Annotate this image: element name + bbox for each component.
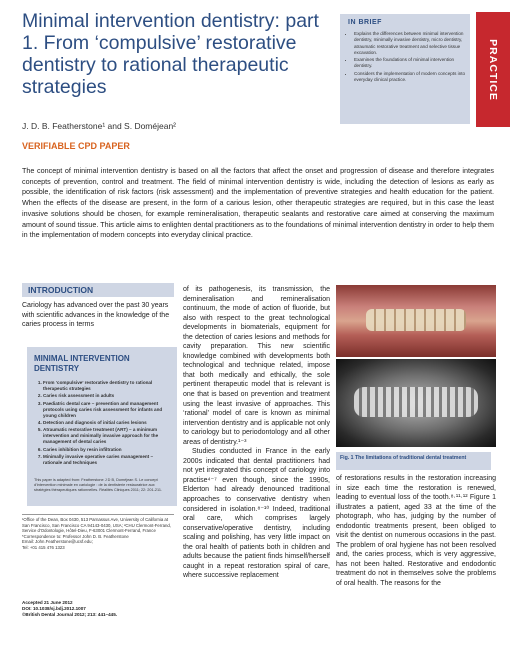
- body-paragraph: of its pathogenesis, its transmission, the demineralisation and remineralisation continuum, the mode of action of fluoride, but also with respect to the great technological developments in biomaterials, equipment for the detection of caries lesions and methods for cavity preparation. This new scientific knowledge combined with developments both technological and technique related, impose that both medically and ethically, the sole pertinent therapeutic model that is relevant is one that is based on prevention and treatment using the least invasive of approaches. This ‘rational’ model of care is known as minimal intervention dentistry and is applicable not only to cariology but to periodontology and all other areas of dentistry.¹⁻³: [183, 286, 330, 446]
- in-brief-heading: IN BRIEF: [348, 19, 382, 26]
- xray-teeth-graphic: [354, 387, 478, 417]
- figure-1: [336, 285, 496, 455]
- intraoral-photo: [336, 285, 496, 357]
- introduction-heading-bar: [22, 283, 174, 297]
- series-item: 2. Caries risk assessment in adults: [43, 393, 171, 399]
- body-column-2: [183, 285, 330, 581]
- introduction-heading: INTRODUCTION: [28, 285, 94, 295]
- in-brief-item: • Explains the differences between minimal intervention dentistry, minimally invasive dentistry, micro dentistry, atraumatic restorative treatment and selective tissue excavation.: [354, 31, 472, 56]
- figure-caption: Fig. 1 The limitations of traditional dental treatment: [340, 455, 467, 461]
- in-brief-box: [340, 14, 470, 124]
- series-item: 5. Atraumatic restorative treatment (ART) – a minimum intervention and minimally invasive approach for the management of dental caries: [43, 427, 171, 445]
- series-item: 3. Paediatric dental care – prevention and management protocols using caries risk assessment for infants and young children: [43, 401, 171, 419]
- series-list: [33, 380, 171, 467]
- body-paragraph: Studies conducted in France in the early 2000s indicated that dental practitioners had not yet integrated this concept of cariology into practise⁴⁻⁷ even though, since the 1990s, Elderton had already denounced traditional approaches to conservative dentistry when considered in isolation.⁸⁻¹⁰ Indeed, traditional oral care, which comprises largely conservative/operative dentistry, including scaling and polishing, has very little impact on the oral health of patients both in children and adults because the patient finds himself/herself caught in a repeat restoration spiral of care, where successive replacement: [183, 448, 330, 580]
- abstract: The concept of minimal intervention dentistry is based on all the factors that affect the onset and progression of disease and therefore integrates concepts of prevention, control and treatment. The field of minimal intervention dentistry is wide, including the detection of lesions as early as possible, the identification of risk factors (risk assessment) and the implementation of preventive strategies and health education for the patient. When the effects of the disease are present, in the form of a carious lesion, other therapeutic strategies are required, but in this case the least invasive solutions should be chosen, for example remineralisation, therapeutic sealants and restorative care aimed at conserving the maximum amount of sound tissue. This article aims to enlighten dental practitioners as to the foundations of minimal intervention dentistry in order to help them in the implementation of modern concepts into everyday clinical practice.: [22, 166, 494, 240]
- series-item: 6. Caries inhibition by resin infiltration: [43, 447, 171, 453]
- authors: J. D. B. Featherstone¹ and S. Doméjean²: [22, 121, 177, 131]
- in-brief-list: [346, 31, 472, 84]
- introduction-text: Cariology has advanced over the past 30 years with scientific advances in the knowledge of the caries process in terms: [22, 302, 170, 329]
- series-box-note: This paper is adapted from: Featherstone J D B, Doméjean S. Le concept d'intervention minimale en cariologie : de la dentisterie restauratrice aux stratégies thérapeutiques rationnelles. Réalités Cliniques 2011; 22: 201-211.: [34, 478, 162, 492]
- article-title: Minimal intervention dentistry: part 1. From ‘compulsive’ restorative dentistry to rational therapeutic strategies: [22, 10, 319, 98]
- section-tab: [476, 12, 510, 127]
- in-brief-item: • Considers the implementation of modern concepts into everyday clinical practice.: [354, 71, 472, 84]
- panoramic-radiograph: [336, 359, 496, 447]
- accepted-info: Accepted 21 June 2012 DOI: 10.1038/sj.bdj.2012.1007 ©British Dental Journal 2012; 213: 441–445.: [22, 600, 118, 617]
- section-tab-label: PRACTICE: [487, 38, 499, 101]
- series-item: 4. Detection and diagnosis of initial caries lesions: [43, 420, 171, 426]
- in-brief-item: • Examines the foundations of minimal intervention dentistry.: [354, 57, 472, 70]
- author-footnotes: ¹Office of the Dean, Box 0430, 513 Parnassus Ave, University of California at San Francisco, San Francisco CA 94143-0430, USA; ²CHU Clermont-Ferrand, Service d'Odontologie, Hôtel-Dieu, F-63001 Clermont-Ferrand, France *Correspondence to: Professor John D. B. Featherstone Email: John.Featherstone@ucsf.edu; Tel: +01 415 476 1323: [22, 514, 174, 551]
- cpd-label: VERIFIABLE CPD PAPER: [22, 141, 130, 151]
- series-box-heading: MINIMAL INTERVENTION DENTISTRY: [34, 354, 130, 373]
- figure-caption-bar: [336, 452, 491, 470]
- body-column-3: of restorations results in the restoration increasing in size each time the restoration is renewed, leading to eventual loss of the tooth.⁸·¹¹·¹² Figure 1 illustrates a patient, aged 33 at the time of the photograph, who has, judging by the number of endodontic treatments present, been obliged to visit the dentist on numerous occasions in the past. The problem of oral hygiene has not been resolved and, the caries process, which is very aggressive, has not been halted. Restorative and endodontic treatment do not in themselves solve the problems of oral health. The reasons for the: [336, 475, 496, 588]
- series-box: [27, 347, 177, 506]
- series-item: 7. Minimally invasive operative caries management – rationale and techniques: [43, 454, 171, 466]
- teeth-graphic: [366, 309, 466, 331]
- series-item: 1. From ‘compulsive’ restorative dentistry to rational therapeutic strategies: [43, 380, 171, 392]
